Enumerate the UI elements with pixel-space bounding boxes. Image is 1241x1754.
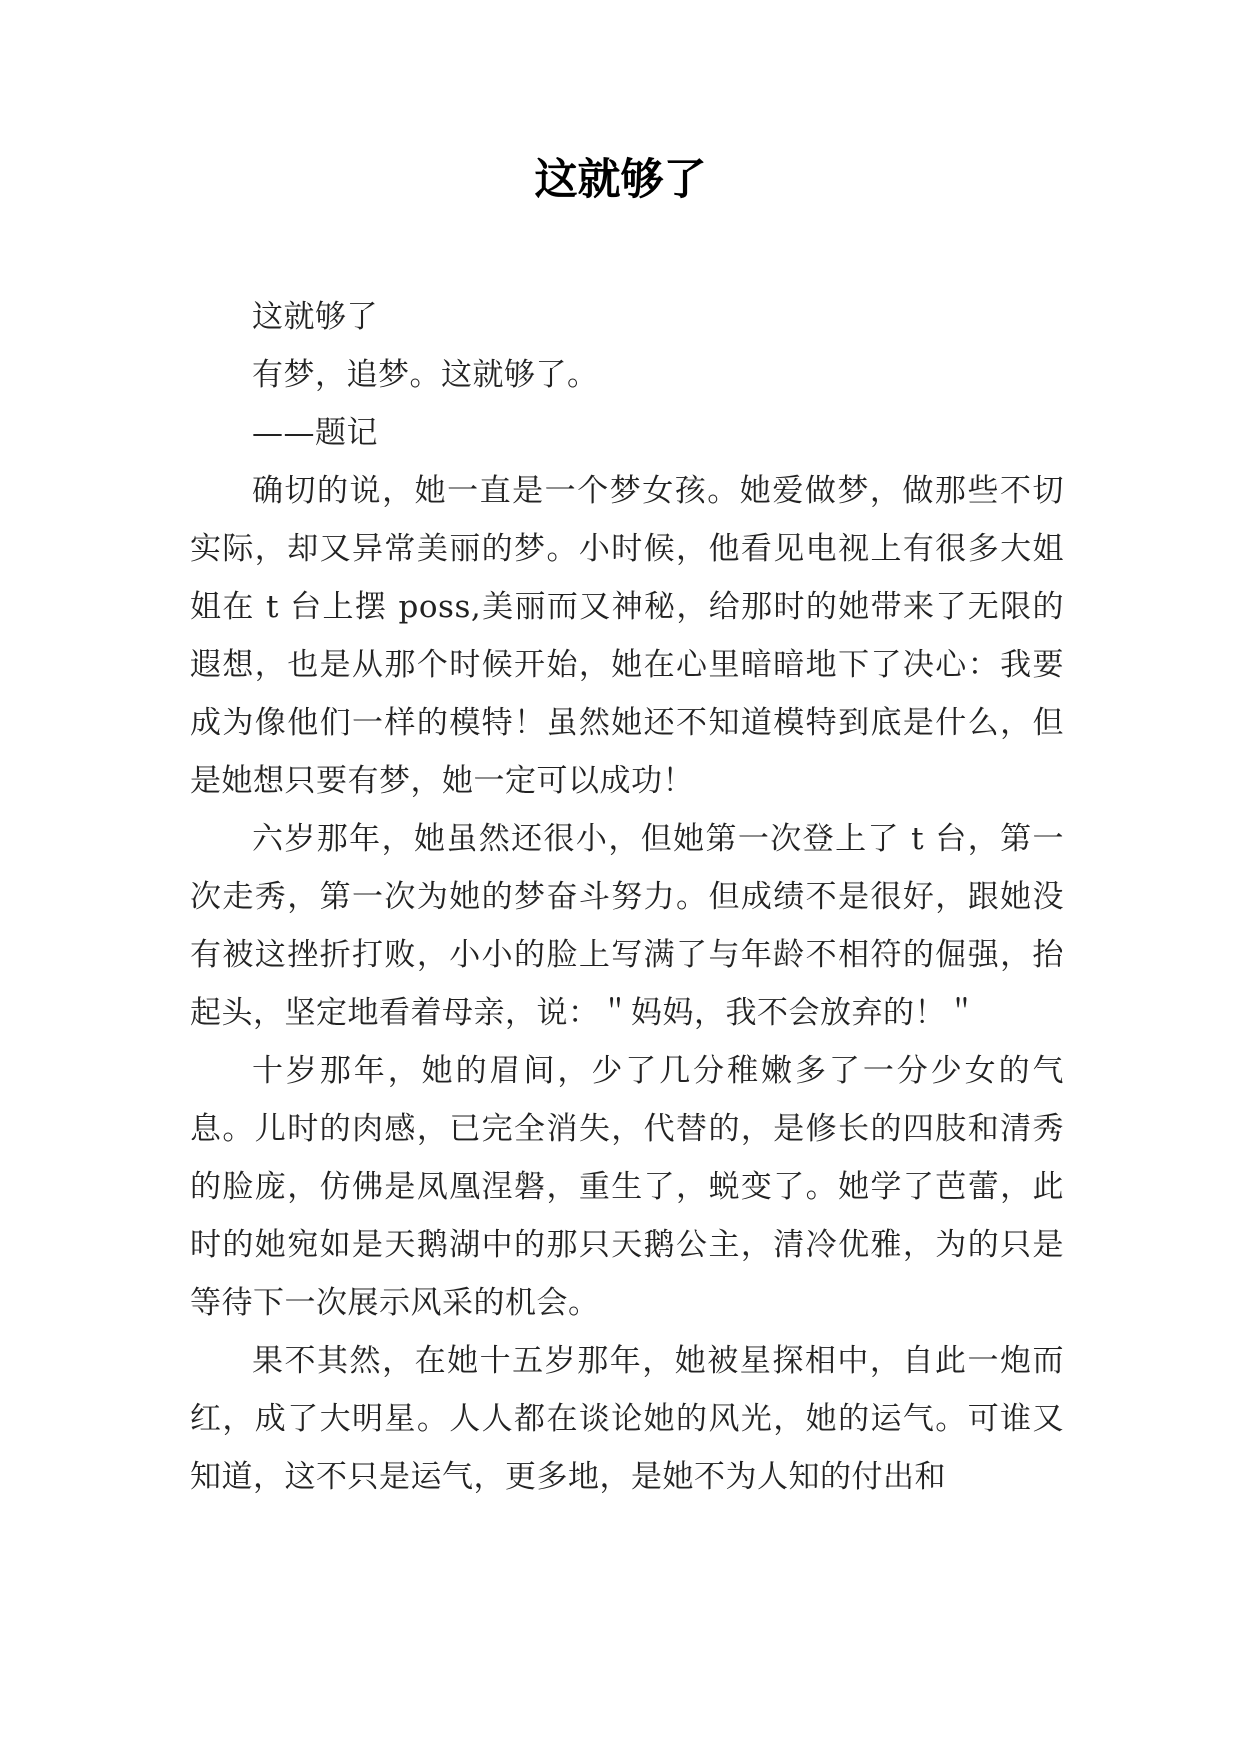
document-body — [190, 288, 1064, 1506]
paragraph-body-2: 六岁那年，她虽然还很小，但她第一次登上了 t 台，第一次走秀，第一次为她的梦奋斗努力。但成绩不是很好，跟她没有被这挫折打败，小小的脸上写满了与年龄不相符的倔强，抬起头，坚定地看着母亲，说：＂妈妈，我不会放弃的！＂ — [190, 821, 1064, 1031]
paragraph-epigraph-note: ——题记 — [252, 415, 378, 451]
paragraph-body-4: 果不其然，在她十五岁那年，她被星探相中，自此一炮而红，成了大明星。人人都在谈论她的风光，她的运气。可谁又知道，这不只是运气，更多地，是她不为人知的付出和 — [190, 1343, 1064, 1495]
document-title: 这就够了 — [534, 155, 707, 205]
paragraph-subtitle: 这就够了 — [252, 299, 378, 335]
paragraph-body-3: 十岁那年，她的眉间，少了几分稚嫩多了一分少女的气息。儿时的肉感，已完全消失，代替的，是修长的四肢和清秀的脸庞，仿佛是凤凰涅磐，重生了，蜕变了。她学了芭蕾，此时的她宛如是天鹅湖中的那只天鹅公主，清冷优雅，为的只是等待下一次展示风采的机会。 — [190, 1053, 1064, 1321]
paragraph-body-1: 确切的说，她一直是一个梦女孩。她爱做梦，做那些不切实际，却又异常美丽的梦。小时候，他看见电视上有很多大姐姐在 t 台上摆 poss,美丽而又神秘，给那时的她带来了无限的遐想，也是从那个时候开始，她在心里暗暗地下了决心：我要成为像他们一样的模特！虽然她还不知道模特到底是什么，但是她想只要有梦，她一定可以成功！ — [190, 473, 1064, 799]
paragraph-epigraph: 有梦，追梦。这就够了。 — [252, 357, 599, 393]
